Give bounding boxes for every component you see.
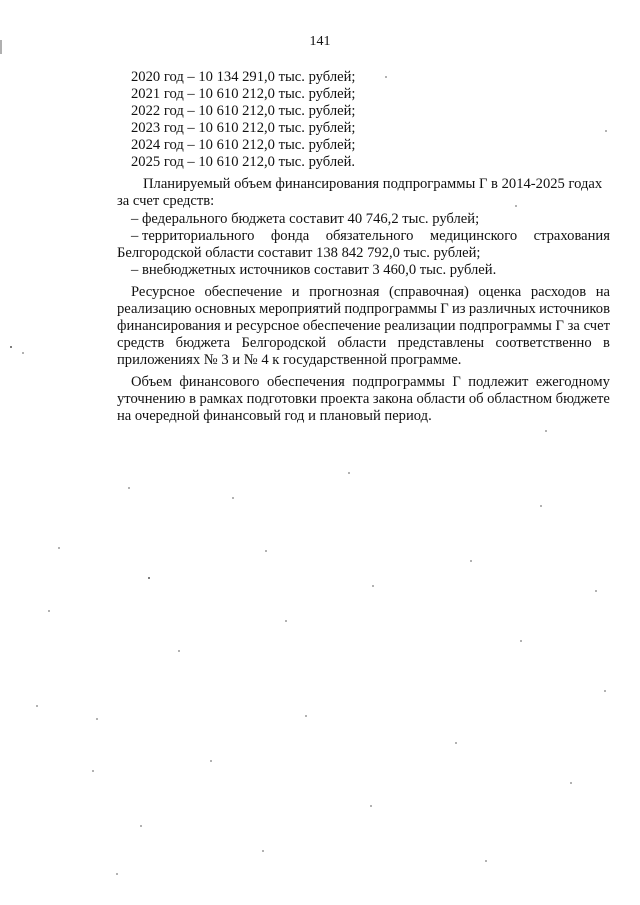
word: прогнозная [309, 284, 380, 300]
resources-line-2 [117, 301, 610, 318]
scan-speck [515, 205, 517, 207]
financing-intro-line-1: Планируемый объем финансирования подпрограммы Г в 2014-2025 годах [143, 176, 603, 192]
word: расходов [530, 284, 587, 300]
scan-speck [348, 472, 350, 474]
scan-speck [455, 742, 457, 744]
extrabudget-line: – внебюджетных источников составит 3 460,0 тыс. рублей. [131, 262, 497, 278]
word: и [224, 318, 233, 334]
word: реализацию [117, 301, 192, 317]
word: фонда [270, 228, 310, 244]
word: страхования [533, 228, 610, 244]
clarification-line-3: на очередной финансовый год и плановый период. [117, 408, 432, 424]
word: подлежит [468, 374, 529, 390]
word: подпрограммы [459, 318, 552, 334]
year-line-2020: 2020 год – 10 134 291,0 тыс. рублей; [131, 69, 356, 85]
word: медицинского [429, 228, 518, 244]
scan-speck [305, 715, 307, 717]
word: в [189, 391, 196, 407]
scan-speck [128, 487, 130, 489]
word: в [603, 335, 610, 351]
scan-speck [36, 705, 38, 707]
financing-intro-line-2: за счет средств: [117, 193, 215, 209]
scan-speck [116, 873, 118, 875]
year-line-2023: 2023 год – 10 610 212,0 тыс. рублей; [131, 120, 356, 136]
scan-speck [570, 782, 572, 784]
scan-speck [48, 610, 50, 612]
word: уточнению [117, 391, 186, 407]
word: средств [117, 335, 165, 351]
year-line-2021: 2021 год – 10 610 212,0 тыс. рублей; [131, 86, 356, 102]
scan-speck [540, 505, 542, 507]
scan-speck [470, 560, 472, 562]
territorial-fund-line-1 [131, 228, 610, 245]
word: Г [440, 301, 449, 317]
clarification-line-1 [131, 374, 610, 391]
scan-speck [232, 497, 234, 499]
word: Белгородской [241, 335, 327, 351]
word: счет [583, 318, 610, 334]
scan-speck [262, 850, 264, 852]
word: обеспечения [266, 374, 345, 390]
word: Г [452, 374, 461, 390]
word: – территориального [131, 228, 255, 244]
federal-budget-line: – федерального бюджета составит 40 746,2 тыс. рублей; [131, 211, 480, 227]
scan-speck [595, 590, 597, 592]
scan-speck [210, 760, 212, 762]
word: области [337, 335, 387, 351]
scan-speck [148, 577, 150, 579]
scan-speck [605, 130, 607, 132]
resources-line-5: приложениях № 3 и № 4 к государственной программе. [117, 352, 462, 368]
word: основных [194, 301, 256, 317]
scan-speck [22, 352, 24, 354]
word: оценка [478, 284, 522, 300]
scan-speck [58, 547, 60, 549]
word: обеспечение [302, 318, 381, 334]
year-line-2022: 2022 год – 10 610 212,0 тыс. рублей; [131, 103, 356, 119]
word: на [595, 284, 610, 300]
territorial-fund-line-2: Белгородской области составит 138 842 792,0 тыс. рублей; [117, 245, 481, 261]
word: бюджета [175, 335, 231, 351]
scan-speck [92, 770, 94, 772]
word: подпрограммы [344, 301, 437, 317]
word: рамках [199, 391, 244, 407]
word: реализации [384, 318, 456, 334]
clarification-line-2 [117, 391, 610, 408]
scan-speck [385, 76, 387, 78]
word: представлены [397, 335, 485, 351]
year-line-2025: 2025 год – 10 610 212,0 тыс. рублей. [131, 154, 356, 170]
word: (справочная) [389, 284, 469, 300]
scan-speck [370, 805, 372, 807]
year-line-2024: 2024 год – 10 610 212,0 тыс. рублей; [131, 137, 356, 153]
scan-speck [285, 620, 287, 622]
word: об [468, 391, 484, 407]
word: мероприятий [259, 301, 342, 317]
scan-speck [372, 585, 374, 587]
word: финансового [179, 374, 260, 390]
scan-speck [520, 640, 522, 642]
scan-speck [96, 718, 98, 720]
word: ежегодному [535, 374, 610, 390]
word: и [291, 284, 300, 300]
word: бюджете [555, 391, 610, 407]
word: Ресурсное [131, 284, 195, 300]
resources-line-3 [117, 318, 610, 335]
word: за [567, 318, 580, 334]
resources-line-1 [131, 284, 610, 301]
page-number: 141 [309, 34, 331, 49]
scan-speck [140, 825, 142, 827]
word: закона [372, 391, 414, 407]
scan-speck [178, 650, 180, 652]
word: ресурсное [235, 318, 300, 334]
resources-line-4 [117, 335, 610, 352]
word: области [416, 391, 466, 407]
word: Объем [131, 374, 172, 390]
scan-speck [485, 860, 487, 862]
word: областном [487, 391, 553, 407]
word: подготовки [246, 391, 317, 407]
word: финансирования [117, 318, 221, 334]
word: обязательного [325, 228, 414, 244]
word: проекта [320, 391, 370, 407]
scan-speck [265, 550, 267, 552]
word: обеспечение [204, 284, 283, 300]
word: соответственно [495, 335, 592, 351]
word: подпрограммы [352, 374, 445, 390]
scan-speck [10, 346, 12, 348]
word: различных [468, 301, 536, 317]
word: из [451, 301, 466, 317]
word: Г [555, 318, 564, 334]
scan-speck [604, 690, 606, 692]
scan-speck [545, 430, 547, 432]
word: источников [539, 301, 610, 317]
